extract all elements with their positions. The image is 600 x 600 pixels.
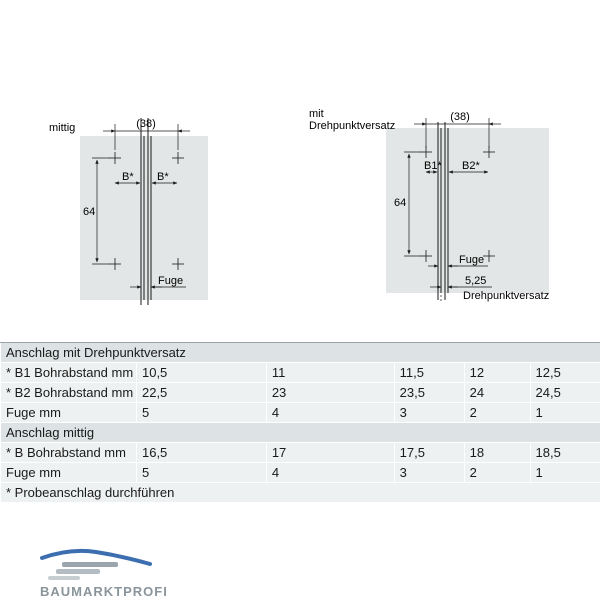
- table-row: [1, 383, 600, 403]
- cell: 17,5: [394, 443, 464, 463]
- cell: 24,5: [530, 383, 600, 403]
- cell: 1: [530, 463, 600, 483]
- cell: 18: [464, 443, 530, 463]
- logo-bar-icon: [62, 562, 118, 567]
- dim-64-right: 64: [394, 197, 407, 209]
- title-mit: mit: [309, 108, 324, 120]
- dim-64-left: 64: [83, 206, 96, 218]
- row-label: Fuge mm: [1, 403, 137, 423]
- label-b-right: B*: [157, 171, 169, 183]
- diagram-drehpunktversatz: [309, 108, 549, 302]
- cell: 17: [266, 443, 394, 463]
- cell: 5: [136, 403, 266, 423]
- panel-right: [386, 128, 549, 293]
- cell: 18,5: [530, 443, 600, 463]
- label-offset: Drehpunktversatz: [463, 290, 550, 302]
- spec-table: [0, 342, 600, 503]
- baumarktprofi-logo: [40, 548, 170, 600]
- cell: 24: [464, 383, 530, 403]
- cell: 11: [266, 363, 394, 383]
- cell: 4: [266, 403, 394, 423]
- cell: 23,5: [394, 383, 464, 403]
- label-fuge-right: Fuge: [459, 254, 485, 266]
- row-label: * B2 Bohrabstand mm: [1, 383, 137, 403]
- section-header: [1, 343, 600, 363]
- cell: 22,5: [136, 383, 266, 403]
- section1-title: Anschlag mit Drehpunktversatz: [1, 343, 600, 363]
- cell: 2: [464, 403, 530, 423]
- section-header: [1, 423, 600, 443]
- row-label: * B Bohrabstand mm: [1, 443, 137, 463]
- cell: 5: [136, 463, 266, 483]
- cell: 16,5: [136, 443, 266, 463]
- label-fuge-left: Fuge: [158, 275, 184, 287]
- cell: 11,5: [394, 363, 464, 383]
- logo-bar-icon: [56, 569, 100, 574]
- dim-38-right: (38): [450, 111, 470, 123]
- label-b1: B1*: [424, 160, 442, 172]
- label-offset-value: 5,25: [465, 275, 487, 287]
- cell: 2: [464, 463, 530, 483]
- title-mittig: mittig: [49, 122, 76, 134]
- cell: 23: [266, 383, 394, 403]
- footnote-row: [1, 483, 600, 503]
- logo-bar-icon: [48, 576, 80, 580]
- label-b-left: B*: [122, 171, 134, 183]
- cell: 12,5: [530, 363, 600, 383]
- table-row: [1, 403, 600, 423]
- table-row: [1, 363, 600, 383]
- diagram-mittig: [49, 118, 208, 305]
- row-label: Fuge mm: [1, 463, 137, 483]
- cell: 12: [464, 363, 530, 383]
- logo-text: BAUMARKTPROFI: [40, 584, 168, 599]
- footnote: * Probeanschlag durchführen: [1, 483, 600, 503]
- cell: 3: [394, 463, 464, 483]
- cell: 4: [266, 463, 394, 483]
- dim-38-left: (38): [136, 118, 156, 130]
- cell: 10,5: [136, 363, 266, 383]
- table-row: [1, 443, 600, 463]
- section2-title: Anschlag mittig: [1, 423, 600, 443]
- label-b2: B2*: [462, 160, 480, 172]
- row-label: * B1 Bohrabstand mm: [1, 363, 137, 383]
- table-row: [1, 463, 600, 483]
- cell: 3: [394, 403, 464, 423]
- cell: 1: [530, 403, 600, 423]
- title-drehpunktversatz: Drehpunktversatz: [309, 120, 396, 132]
